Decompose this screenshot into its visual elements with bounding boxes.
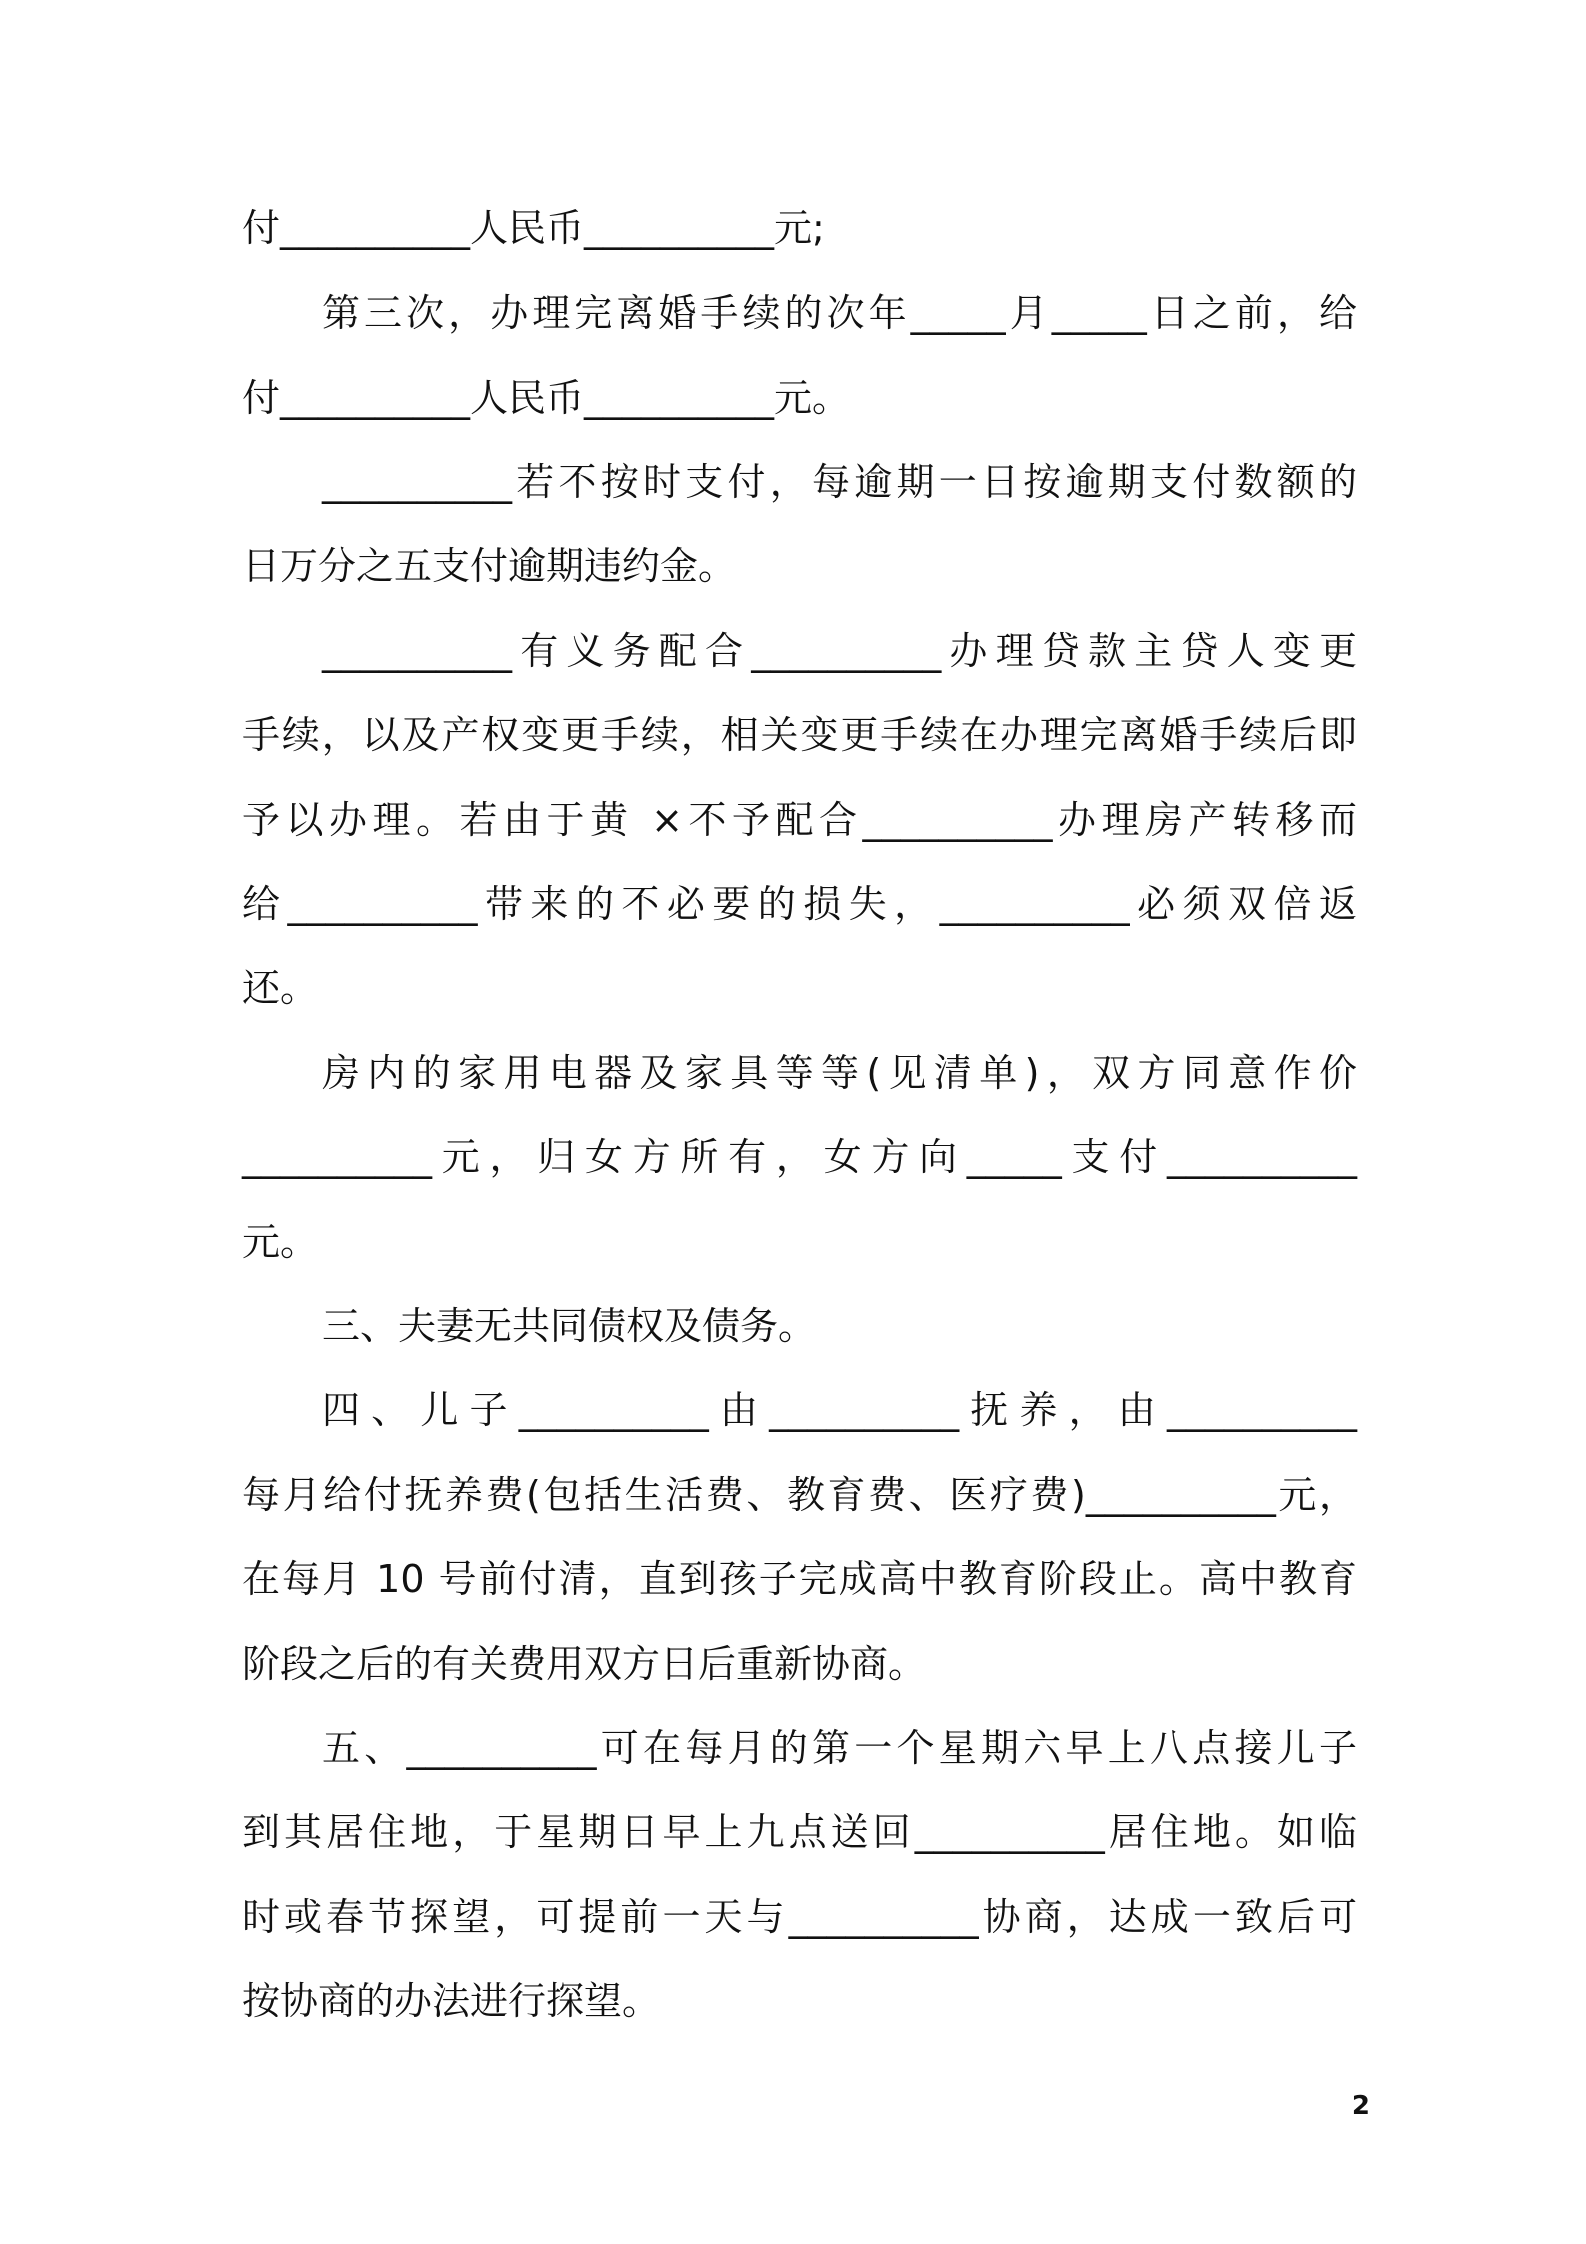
text-line: 阶段之后的有关费用双方日后重新协商。 — [242, 1642, 927, 1686]
text-line: 每月给付抚养费(包括生活费、教育费、医疗费)__________元， — [242, 1473, 1357, 1517]
text-line: 付__________人民币__________元; — [242, 206, 825, 250]
text-line: 元。 — [242, 1220, 319, 1264]
text-line: 时或春节探望，可提前一天与__________协商，达成一致后可 — [242, 1895, 1357, 1939]
text-line: __________元，归女方所有，女方向_____支付__________ — [242, 1135, 1357, 1179]
text-line: 到其居住地，于星期日早上九点送回__________居住地。如临 — [242, 1810, 1357, 1854]
text-line: 三、夫妻无共同债权及债务。 — [322, 1304, 817, 1348]
text-line: 按协商的办法进行探望。 — [242, 1979, 661, 2023]
text-line: 付__________人民币__________元。 — [242, 376, 851, 420]
text-line: 还。 — [242, 966, 319, 1010]
text-line: __________有义务配合__________办理贷款主贷人变更 — [322, 629, 1357, 673]
text-line: 五、__________可在每月的第一个星期六早上八点接儿子 — [322, 1726, 1357, 1770]
text-line: 房内的家用电器及家具等等(见清单)，双方同意作价 — [322, 1051, 1357, 1095]
text-line: 予以办理。若由于黄 ×不予配合__________办理房产转移而 — [242, 798, 1357, 842]
text-line: 在每月 10 号前付清，直到孩子完成高中教育阶段止。高中教育 — [242, 1557, 1357, 1601]
page-number: 2 — [1351, 2091, 1370, 2121]
text-line: 给__________带来的不必要的损失，__________必须双倍返 — [242, 882, 1357, 926]
text-line: 手续，以及产权变更手续，相关变更手续在办理完离婚手续后即 — [242, 713, 1357, 757]
text-line: __________若不按时支付，每逾期一日按逾期支付数额的 — [322, 460, 1357, 504]
text-line: 四、儿子__________由__________抚养，由__________ — [322, 1388, 1357, 1432]
text-line: 第三次，办理完离婚手续的次年_____月_____日之前，给 — [322, 291, 1357, 335]
text-line: 日万分之五支付逾期违约金。 — [242, 544, 737, 588]
